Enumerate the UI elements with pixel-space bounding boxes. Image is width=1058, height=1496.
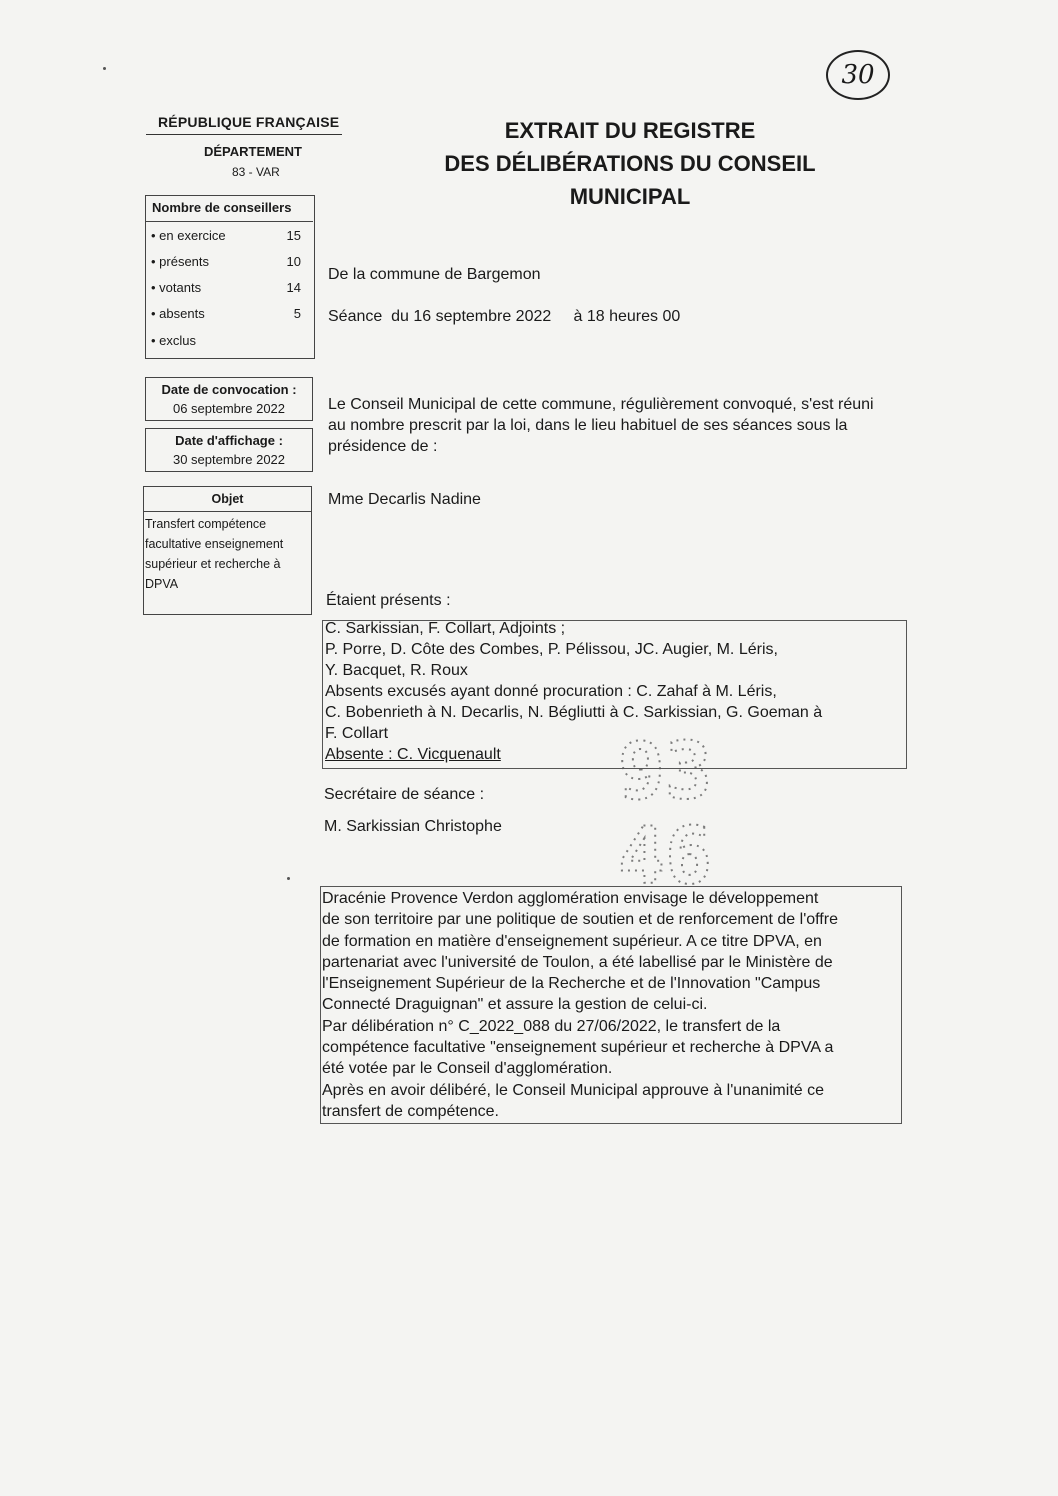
title-line-3: MUNICIPAL — [569, 184, 691, 209]
perforation-stamp — [618, 718, 818, 893]
deliberation-text — [322, 888, 898, 1122]
presents-line: Absents excusés ayant donné procuration : C. Zahaf à M. Léris, — [325, 683, 777, 700]
intro-paragraph: Le Conseil Municipal de cette commune, régulièrement convoqué, s'est réuni au nombre prescrit par la loi, dans le lieu habituel de ses séances sous la présidence de : — [328, 396, 874, 455]
councillors-row-value: 15 — [286, 228, 301, 243]
deliberation-line: transfert de compétence. — [322, 1102, 499, 1120]
presents-line: F. Collart — [325, 725, 389, 742]
department-label: DÉPARTEMENT — [204, 144, 302, 159]
country-underline — [146, 134, 342, 135]
present-label: Étaient présents : — [326, 592, 451, 609]
deliberation-line: partenariat avec l'université de Toulon, a été labellisé par le Ministère de — [322, 953, 833, 971]
president-name: Mme Decarlis Nadine — [328, 491, 481, 508]
councillors-row-label: • en exercice — [151, 228, 226, 243]
affichage-date: 30 septembre 2022 — [172, 452, 286, 467]
presents-line: Absente : C. Vicquenault — [325, 746, 501, 763]
secretary-label: Secrétaire de séance : — [324, 786, 485, 803]
deliberation-line: Après en avoir délibéré, le Conseil Municipal approuve à l'unanimité ce — [322, 1081, 824, 1099]
councillors-heading: Nombre de conseillers — [152, 200, 292, 215]
deliberation-line: Connecté Draguignan" et assure la gestion de celui-ci. — [322, 996, 708, 1014]
deliberation-line: Dracénie Provence Verdon agglomération envisage le développement — [322, 890, 819, 907]
page-number: 30 — [826, 50, 890, 100]
commune-line: De la commune de Bargemon — [328, 266, 541, 283]
scan-speck — [287, 877, 290, 880]
councillors-row-label: • exclus — [151, 333, 197, 348]
secretary-name: M. Sarkissian Christophe — [324, 818, 502, 835]
deliberation-line: Par délibération n° C_2022_088 du 27/06/2022, le transfert de la — [322, 1017, 781, 1035]
objet-text: Transfert compétence facultative enseignement supérieur et recherche à DPVA — [145, 517, 284, 591]
councillors-row-label: • absents — [151, 306, 205, 321]
councillors-row-value: 5 — [293, 306, 301, 321]
councillors-row-label: • présents — [151, 254, 210, 269]
convocation-box — [145, 377, 313, 421]
stamp-line-1: 93 — [618, 727, 712, 817]
deliberation-line: été votée par le Conseil d'agglomération. — [322, 1060, 613, 1078]
presents-line: C. Sarkissian, F. Collart, Adjoints ; — [325, 620, 566, 637]
country-name: RÉPUBLIQUE FRANÇAISE — [158, 114, 340, 130]
seance-line: Séance du 16 septembre 2022 à 18 heures 00 — [328, 308, 681, 325]
title-line-2: DES DÉLIBÉRATIONS DU CONSEIL — [444, 151, 816, 176]
deliberation-line: de son territoire par une politique de soutien et de renforcement de l'offre — [322, 911, 838, 929]
convocation-label: Date de convocation : — [161, 382, 297, 397]
councillors-row-value: 10 — [286, 254, 301, 269]
councillors-divider — [145, 221, 313, 222]
councillors-row-label: • votants — [151, 280, 202, 295]
presents-line: P. Porre, D. Côte des Combes, P. Pélissou, JC. Augier, M. Léris, — [325, 641, 778, 658]
perforation-stamp-graphic — [618, 718, 818, 888]
deliberation-line: de formation en matière d'enseignement supérieur. A ce titre DPVA, en — [322, 932, 822, 950]
deliberation-line: compétence facultative "enseignement supérieur et recherche à DPVA a — [322, 1039, 834, 1057]
document-title — [420, 114, 840, 213]
councillors-row-value: 14 — [286, 280, 301, 295]
deliberation-line: l'Enseignement Supérieur de la Recherche et de l'Innovation "Campus — [322, 975, 821, 993]
scan-speck — [103, 67, 106, 70]
presents-line: Y. Bacquet, R. Roux — [325, 662, 468, 679]
presents-line: C. Bobenrieth à N. Decarlis, N. Bégliutti à C. Sarkissian, G. Goeman à — [325, 704, 823, 721]
objet-box — [143, 486, 312, 615]
department-value: 83 - VAR — [232, 165, 280, 179]
objet-label: Objet — [144, 487, 311, 512]
affichage-box — [145, 428, 313, 472]
title-line-1: EXTRAIT DU REGISTRE — [504, 118, 756, 143]
affichage-label: Date d'affichage : — [175, 433, 283, 448]
stamp-line-2: 46 — [618, 812, 712, 888]
convocation-date: 06 septembre 2022 — [172, 401, 286, 416]
